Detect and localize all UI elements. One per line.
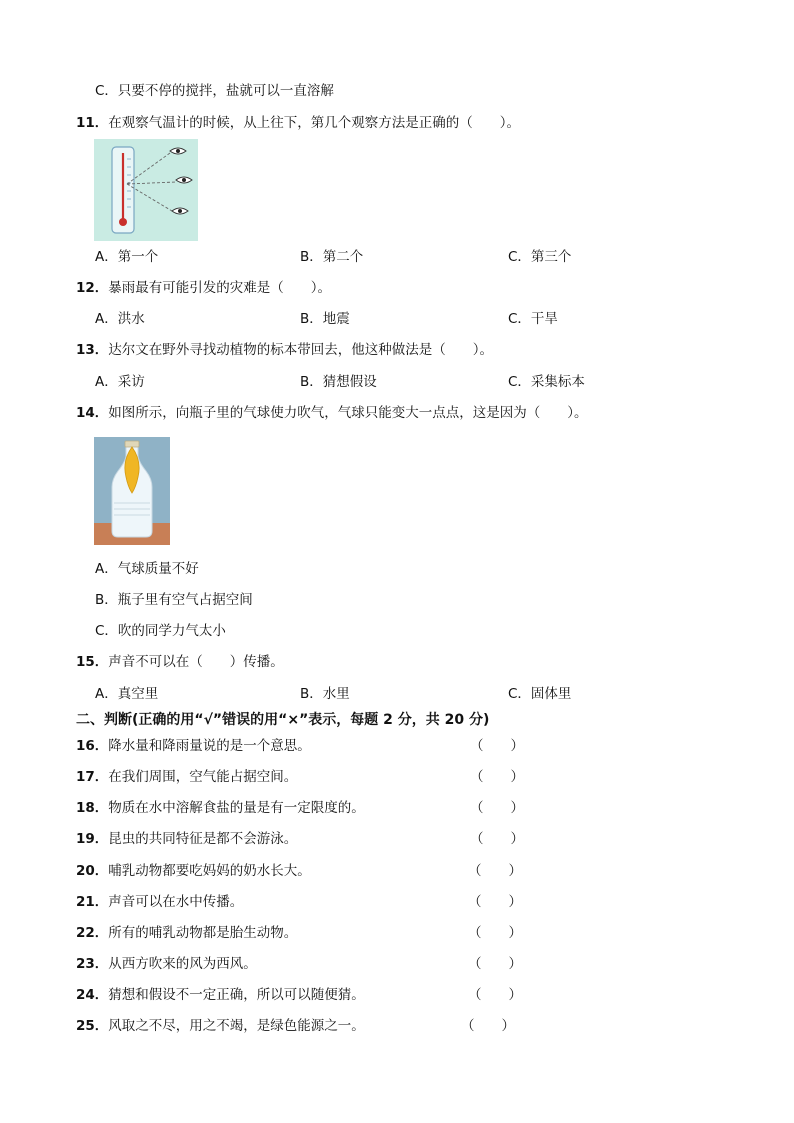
question-11 bbox=[76, 113, 520, 133]
question-number: 25． bbox=[76, 1018, 109, 1034]
judgment-item bbox=[76, 767, 297, 787]
question-text: 达尔文在野外寻找动植物的标本带回去，他这种做法是（ ）。 bbox=[108, 342, 494, 358]
section-heading: 二、判断(正确的用“√”错误的用“×”表示，每题 2 分，共 20 分) bbox=[76, 712, 490, 728]
question-text: 声音不可以在（ ）传播。 bbox=[108, 654, 284, 670]
question-number: 20． bbox=[76, 863, 109, 879]
answer-parentheses[interactable]: （ ） bbox=[470, 831, 524, 847]
q14-option-a: A．气球质量不好 bbox=[95, 561, 199, 577]
question-14 bbox=[76, 403, 588, 423]
question-text: 降水量和降雨量说的是一个意思。 bbox=[108, 738, 311, 754]
question-number: 14． bbox=[76, 405, 109, 421]
question-text: 昆虫的共同特征是都不会游泳。 bbox=[108, 831, 298, 847]
q10-option-c: C．只要不停的搅拌，盐就可以一直溶解 bbox=[95, 83, 334, 99]
question-12 bbox=[76, 278, 331, 298]
question-text: 在我们周围，空气能占据空间。 bbox=[108, 769, 298, 785]
question-number: 19． bbox=[76, 831, 109, 847]
answer-parentheses[interactable]: （ ） bbox=[470, 738, 524, 754]
question-text: 猜想和假设不一定正确，所以可以随便猜。 bbox=[108, 987, 365, 1003]
q13-option-a: A．采访 bbox=[95, 374, 145, 390]
judgment-item bbox=[76, 861, 311, 881]
question-15 bbox=[76, 652, 284, 672]
q12-option-a: A．洪水 bbox=[95, 311, 145, 327]
q14-option-c: C．吹的同学力气太小 bbox=[95, 623, 226, 639]
judgment-item bbox=[76, 798, 365, 818]
q13-option-c: C．采集标本 bbox=[508, 374, 585, 390]
answer-parentheses[interactable]: （ ） bbox=[468, 863, 522, 879]
question-number: 23． bbox=[76, 956, 109, 972]
q11-option-c: C．第三个 bbox=[508, 249, 572, 265]
judgment-item bbox=[76, 954, 257, 974]
question-number: 13． bbox=[76, 342, 109, 358]
q12-option-c: C．干旱 bbox=[508, 311, 558, 327]
bottle-balloon-figure bbox=[94, 437, 170, 545]
question-number: 22． bbox=[76, 925, 109, 941]
thermometer-figure bbox=[94, 139, 198, 241]
q15-option-b: B．水里 bbox=[300, 686, 350, 702]
q15-option-c: C．固体里 bbox=[508, 686, 572, 702]
question-number: 18． bbox=[76, 800, 109, 816]
q11-option-b: B．第二个 bbox=[300, 249, 364, 265]
question-text: 在观察气温计的时候，从上往下，第几个观察方法是正确的（ ）。 bbox=[108, 115, 521, 131]
question-text: 声音可以在水中传播。 bbox=[108, 894, 244, 910]
question-number: 15． bbox=[76, 654, 109, 670]
question-text: 风取之不尽，用之不竭，是绿色能源之一。 bbox=[108, 1018, 365, 1034]
q15-option-a: A．真空里 bbox=[95, 686, 159, 702]
judgment-item bbox=[76, 1016, 365, 1036]
question-13 bbox=[76, 340, 493, 360]
answer-parentheses[interactable]: （ ） bbox=[468, 956, 522, 972]
judgment-item bbox=[76, 923, 297, 943]
q12-option-b: B．地震 bbox=[300, 311, 350, 327]
question-number: 12． bbox=[76, 280, 109, 296]
answer-parentheses[interactable]: （ ） bbox=[468, 987, 522, 1003]
question-text: 物质在水中溶解食盐的量是有一定限度的。 bbox=[108, 800, 365, 816]
judgment-item bbox=[76, 829, 297, 849]
judgment-item bbox=[76, 892, 243, 912]
answer-parentheses[interactable]: （ ） bbox=[470, 800, 524, 816]
question-text: 暴雨最有可能引发的灾难是（ ）。 bbox=[108, 280, 332, 296]
q13-option-b: B．猜想假设 bbox=[300, 374, 377, 390]
q11-option-a: A．第一个 bbox=[95, 249, 159, 265]
answer-parentheses[interactable]: （ ） bbox=[468, 894, 522, 910]
question-number: 24． bbox=[76, 987, 109, 1003]
q14-option-b: B．瓶子里有空气占据空间 bbox=[95, 592, 253, 608]
question-number: 21． bbox=[76, 894, 109, 910]
judgment-item bbox=[76, 736, 311, 756]
question-text: 哺乳动物都要吃妈妈的奶水长大。 bbox=[108, 863, 311, 879]
question-text: 从西方吹来的风为西风。 bbox=[108, 956, 257, 972]
question-number: 17． bbox=[76, 769, 109, 785]
question-number: 16． bbox=[76, 738, 109, 754]
answer-parentheses[interactable]: （ ） bbox=[468, 925, 522, 941]
answer-parentheses[interactable]: （ ） bbox=[461, 1018, 515, 1034]
question-text: 如图所示，向瓶子里的气球使力吹气，气球只能变大一点点，这是因为（ ）。 bbox=[108, 405, 588, 421]
judgment-item bbox=[76, 985, 365, 1005]
question-text: 所有的哺乳动物都是胎生动物。 bbox=[108, 925, 298, 941]
question-number: 11． bbox=[76, 115, 109, 131]
answer-parentheses[interactable]: （ ） bbox=[470, 769, 524, 785]
